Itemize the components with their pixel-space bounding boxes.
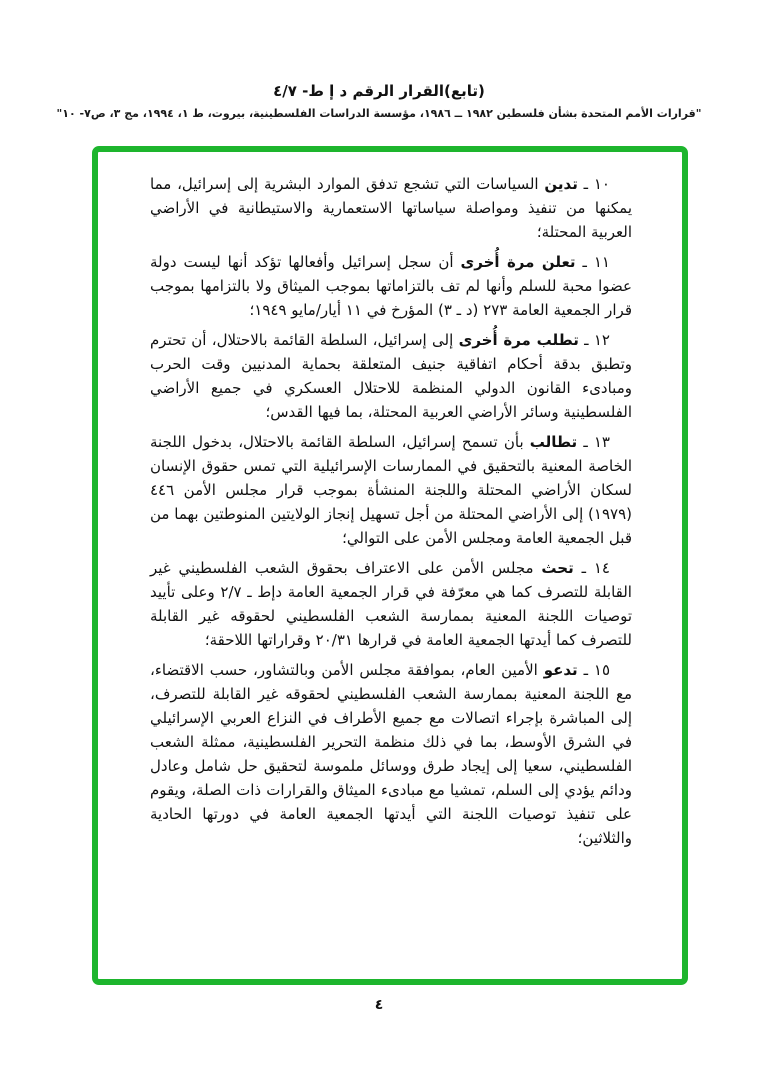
- resolution-paragraph-14: [150, 556, 632, 652]
- resolution-body: [150, 172, 632, 850]
- paragraph-number: ١٢: [593, 331, 610, 349]
- resolution-paragraph-13: [150, 430, 632, 550]
- resolution-paragraph-12: [150, 328, 632, 424]
- paragraph-text: بأن تسمح إسرائيل، السلطة القائمة بالاحتلال، بدخول اللجنة الخاصة المعنية بالتحقيق في الممارسات الإسرائيلية التي تمس حقوق الإنسان لسكان الأراضي المحتلة واللجنة المنشأة بموجب قرار مجلس الأمن ٤٤٦ (١٩٧٩) إلى الأراضي المحتلة من أجل تسهيل إنجاز الولايتين المنوطتين بهما من قبل الجمعية العامة ومجلس الأمن على التوالي؛: [150, 433, 632, 547]
- paragraph-number: ١٤: [593, 559, 610, 577]
- paragraph-lead-verb: تدعو: [543, 661, 578, 679]
- paragraph-dash: ـ: [583, 175, 589, 193]
- paragraph-lead-verb: تطلب مرة أُخرى: [458, 331, 579, 349]
- paragraph-lead-verb: تطالب: [529, 433, 578, 451]
- resolution-paragraph-15: [150, 658, 632, 850]
- paragraph-number: ١٣: [593, 433, 610, 451]
- paragraph-text: مجلس الأمن على الاعتراف بحقوق الشعب الفلسطيني غير القابلة للتصرف كما هي معرّفة في قرار الجمعية العامة دإط ـ ٢/٧ وعلى تأييد توصيات اللجنة المعنية بممارسة الشعب الفلسطيني لحقوقه غير القابلة للتصرف كما أيدتها الجمعية العامة في قرارها ٢٠/٣١ وقراراتها اللاحقة؛: [150, 559, 632, 649]
- paragraph-lead-verb: تدين: [544, 175, 578, 193]
- paragraph-number: ١٥: [593, 661, 611, 679]
- paragraph-lead-verb: تحث: [541, 559, 574, 577]
- source-citation: "قرارات الأمم المتحدة بشأن فلسطين ١٩٨٢ ــ ١٩٨٦، مؤسسة الدراسات الفلسطينية، بيروت، ط ١، ١٩٩٤، مج ٣، ص٧- ١٠": [56, 107, 702, 120]
- paragraph-text: أن سجل إسرائيل وأفعالها تؤكد أنها ليست دولة عضوا محبة للسلم وأنها لم تف بالتزاماتها بموجب الميثاق ولا بالتزامها بموجب قرار الجمعية العامة ٢٧٣ (د ـ ٣) المؤرخ في ١١ أيار/مايو ١٩٤٩؛: [150, 253, 632, 319]
- paragraph-number: ١١: [593, 253, 610, 271]
- paragraph-number: ١٠: [593, 175, 610, 193]
- paragraph-dash: ـ: [581, 559, 586, 577]
- resolution-paragraph-11: [150, 250, 632, 322]
- resolution-paragraph-10: [150, 172, 632, 244]
- paragraph-text: السياسات التي تشجع تدفق الموارد البشرية إلى إسرائيل، مما يمكنها من تنفيذ ومواصلة سياساتها الاستعمارية والاستيطانية في الأراضي العربية المحتلة؛: [150, 175, 632, 241]
- page-number: ٤: [374, 997, 384, 1013]
- paragraph-text: الأمين العام، بموافقة مجلس الأمن وبالتشاور، حسب الاقتضاء، مع اللجنة المعنية بممارسة الشعب الفلسطيني لحقوقه غير القابلة للتصرف، إلى المباشرة بإجراء اتصالات مع جميع الأطراف في النزاع العربي الإسرائيلي في الشرق الأوسط، بما في ذلك منظمة التحرير الفلسطينية، ممثلة الشعب الفلسطيني، سعيا إلى إيجاد طرق ووسائل ملموسة لتحقيق حل شامل وعادل ودائم يؤدي إلى السلم، تمشيا مع مبادىء الميثاق والقرارات ذات الصلة، ويقوم على تنفيذ توصيات اللجنة التي أيدتها الجمعية العامة في دورتها الحادية والثلاثين؛: [150, 661, 632, 847]
- paragraph-dash: ـ: [584, 331, 589, 349]
- resolution-title: (تابع)القرار الرقم د إ ط- ٤/٧: [273, 82, 485, 100]
- paragraph-text: إلى إسرائيل، السلطة القائمة بالاحتلال، أن تحترم وتطبق بدقة أحكام اتفاقية جنيف المتعلقة بحماية المدنيين وقت الحرب ومبادىء القانون الدولي المنظمة للاحتلال العسكري في جميع الأراضي الفلسطينية وسائر الأراضي العربية المحتلة، بما فيها القدس؛: [150, 331, 632, 421]
- paragraph-dash: ـ: [583, 661, 588, 679]
- paragraph-dash: ـ: [583, 433, 588, 451]
- document-header: [0, 82, 758, 120]
- paragraph-lead-verb: تعلن مرة أُخرى: [460, 253, 576, 271]
- paragraph-dash: ـ: [582, 253, 587, 271]
